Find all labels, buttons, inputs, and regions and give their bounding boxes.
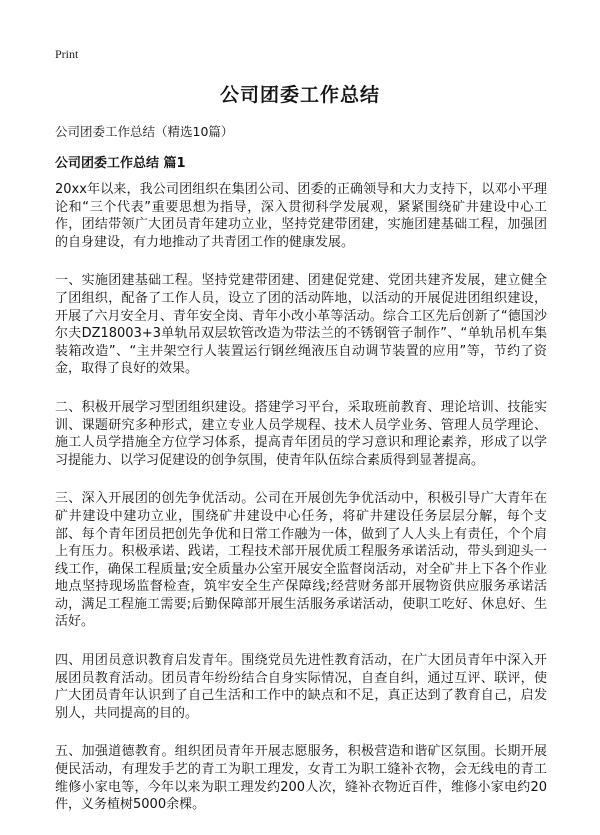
- section-heading: 公司团委工作总结 篇1: [55, 156, 186, 171]
- page-title: 公司团委工作总结: [219, 84, 380, 106]
- paragraph-intro: 20xx年以来，我公司团组织在集团公司、团委的正确领导和大力支持下，以邓小平理论和“三个代表”重要思想为指导，深入贯彻科学发展观，紧紧围绕矿井建设中心工作，团结带领广大团员青年建功立业，坚持党建带团建，实施团建基础工程，加强团的自身建设，有力地推动了共青团工作的健康发展。: [55, 182, 547, 250]
- paragraph-4: 四、用团员意识教育启发青年。围绕党员先进性教育活动，在广大团员青年中深入开展团员教育活动。团员青年纷纷结合自身实际情况，自查自纠，通过互评、联评，使广大团员青年认识到了自己生活和工作中的缺点和不足，真正达到了教育自己，启发别人，共同提高的目的。: [55, 653, 547, 721]
- paragraph-2: 二、积极开展学习型团组织建设。搭建学习平台，采取班前教育、理论培训、技能实训、课题研究多种形式，建立专业人员学规程、技术人员学业务、管理人员学理论、施工人员学措施全方位学习体系，提高青年团员的学习意识和理论素养，形成了以学习提能力、以学习促建设的创争氛围，使青年队伍综合素质得到显著提高。: [55, 399, 547, 468]
- page-subtitle: 公司团委工作总结（精选10篇）: [55, 124, 234, 139]
- paragraph-1: 一、实施团建基础工程。坚持党建带团建、团建促党建、党团共建齐发展，建立健全了团组织，配备了工作人员，设立了团的活动阵地，以活动的开展促进团组织建设，开展了六月安全月、青年安全岗、青年小改小革等活动。综合工区先后创新了“德国沙尔夫DZ18003+3单轨吊双层软管改造为带法兰的不锈钢管子制作”、“单轨吊机车集装箱改造”、“主井架空行人装置运行钢丝绳液压自动调节装置的应用”等，节约了资金，取得了良好的效果。: [55, 273, 547, 377]
- print-link[interactable]: Print: [55, 47, 79, 61]
- article-body: [55, 181, 547, 835]
- paragraph-3: 三、深入开展团的创先争优活动。公司在开展创先争优活动中，积极引导广大青年在矿井建设中建功立业，围绕矿井建设中心任务，将矿井建设任务层层分解，每个支部、每个青年团员把创先争优和日常工作融为一体，做到了人人头上有责任，个个肩上有压力。积极承诺、践诺，工程技术部开展优质工程服务承诺活动，带头到迎头一线工作，确保工程质量;安全质量办公室开展安全监督岗活动，对全矿井上下各个作业地点坚持现场监督检查，筑牢安全生产保障线;经营财务部开展物资供应服务承诺活动，满足工程施工需要;后勤保障部开展生活服务承诺活动，使职工吃好、休息好、生活好。: [55, 491, 547, 630]
- paragraph-5: 五、加强道德教育。组织团员青年开展志愿服务，积极营造和谐矿区氛围。长期开展便民活动，有理发手艺的青工为职工理发，女青工为职工缝补衣物，会无线电的青工维修小家电等，今年以来为职工理发约200人次，缝补衣物近百件，维修小家电约20件，义务植树5000余棵。: [55, 744, 547, 813]
